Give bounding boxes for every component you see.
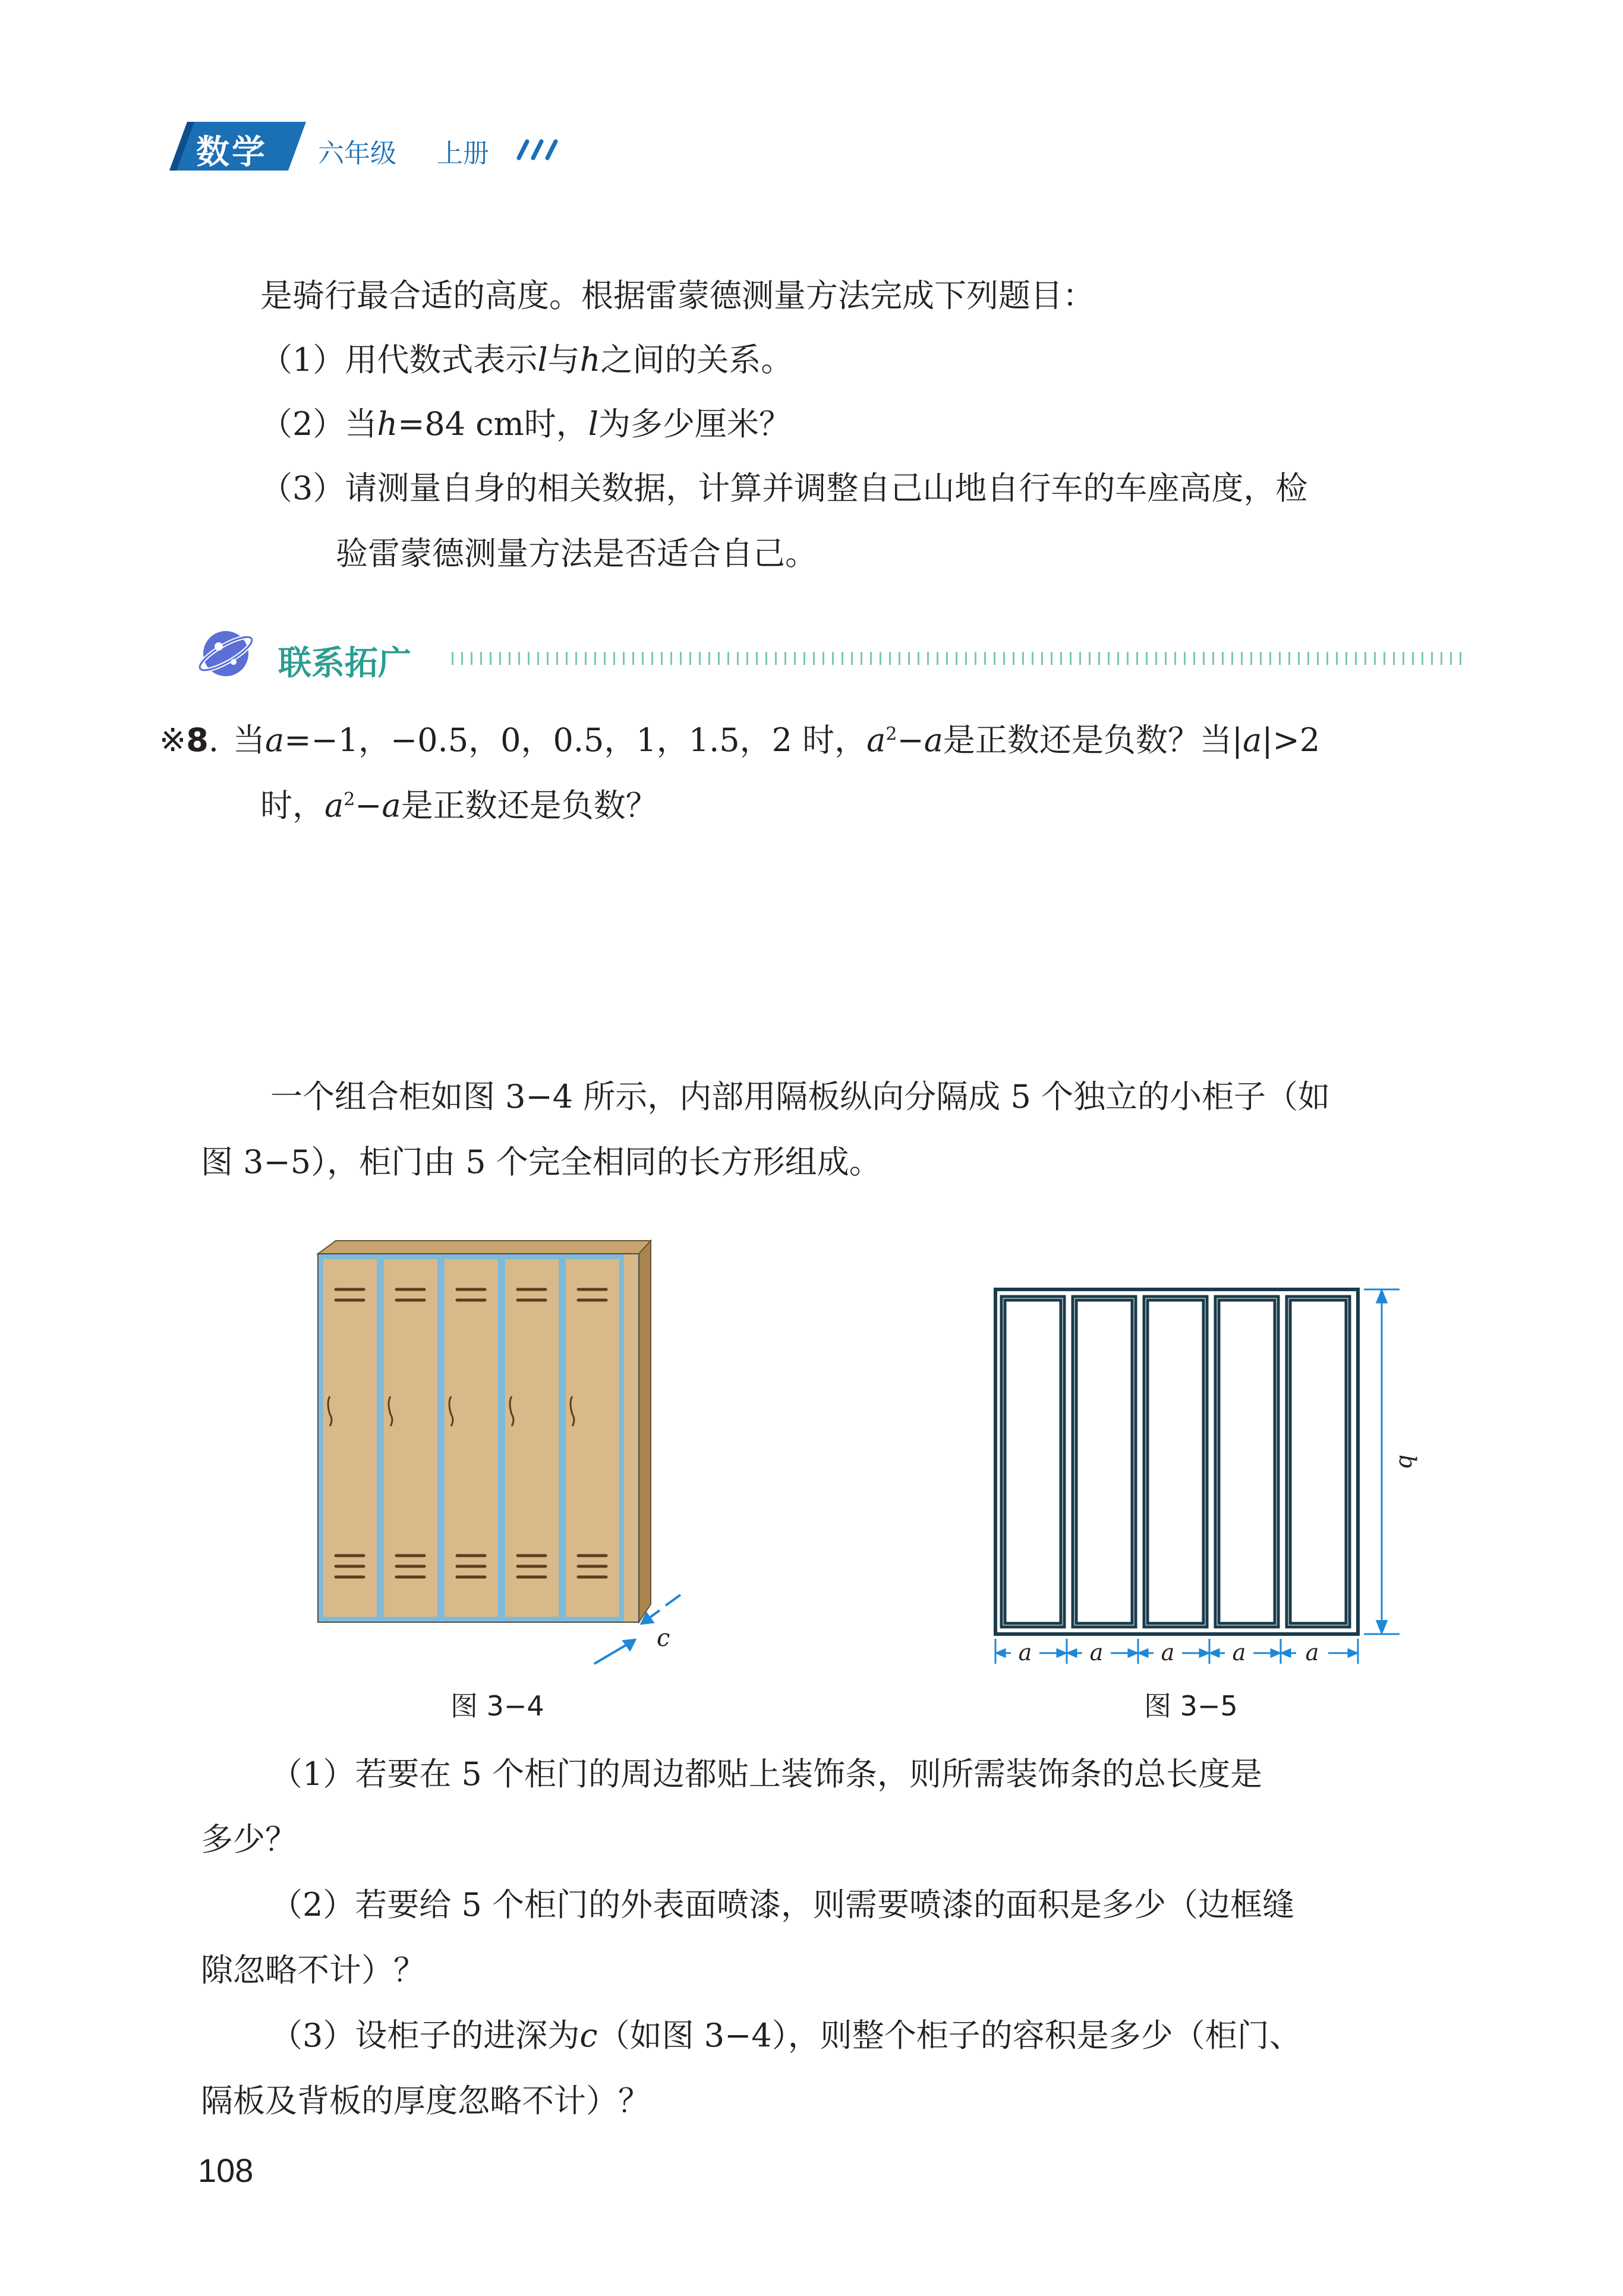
ex8-condition: |>2 [1262,721,1321,759]
q1-text-end: 之间的关系。 [600,341,793,379]
figure-3-5-caption: 图 3−5 [1144,1690,1238,1722]
exercise-number: 8 [186,721,209,759]
depth-label: c [657,1625,670,1652]
q2-text-mid: =84 cm时， [398,405,588,443]
sub-question-3-line-1 [270,2014,1301,2057]
ex8-question: 是正数还是负数？当| [943,721,1243,759]
q1-var-l: l [537,341,548,379]
ex8-l2-question: 是正数还是负数？ [401,787,658,824]
width-label-5: a [1305,1639,1319,1666]
q2-var-l: l [588,405,598,443]
exercise-8-line-2 [260,778,658,827]
continuation-line: 是骑行最合适的高度。根据雷蒙德测量方法完成下列题目： [260,277,1095,314]
ex8-expr-a: a [866,721,886,759]
ex8-exponent: 2 [885,724,897,745]
section-divider [452,646,1462,670]
problem-intro-line-2: 图 3−5），柜门由 5 个完全相同的长方形组成。 [201,1143,881,1181]
ex8-l2-var: a [324,787,344,824]
sub-question-2-line-2: 隙忽略不计）？ [201,1951,426,1989]
q2-var-h: h [377,405,398,443]
ex8-values: =−1，−0.5，0，0.5，1，1.5，2 时， [284,721,867,759]
width-label-2: a [1089,1639,1104,1666]
sub-question-1-line-2: 多少？ [201,1821,297,1858]
page-number: 108 [198,2152,254,2189]
locker-cabinet-illustration [309,1230,695,1682]
sub3-var-c: c [579,2017,598,2054]
width-label-3: a [1161,1639,1175,1666]
ex8-l2-exponent: 2 [343,789,355,810]
ex8-l2-var2: a [382,787,401,824]
height-label: b [1394,1454,1420,1469]
header-volume: 上册 [437,138,489,169]
section-title: 联系拓广 [278,644,411,683]
exercise-dot: . [208,721,219,759]
question-3-line-1: （3）请测量自身的相关数据，计算并调整自己山地自行车的车座高度，检 [260,469,1308,507]
question-1 [260,339,793,381]
ex8-minus: − [897,721,924,759]
ex8-text: 当 [233,721,265,759]
q1-var-h: h [579,341,601,379]
planet-icon [196,623,256,682]
ex8-abs-var: a [1243,721,1262,759]
header-grade: 六年级 [318,138,396,169]
ex8-expr-c: a [924,721,943,759]
q2-text-end: 为多少厘米？ [598,405,791,443]
question-3-line-2: 验雷蒙德测量方法是否适合自己。 [336,535,817,572]
q1-text: （1）用代数式表示 [260,341,538,379]
ex8-l2-minus: − [355,787,382,824]
sub3-text: （3）设柜子的进深为 [270,2017,580,2054]
sub-question-3-line-2: 隔板及背板的厚度忽略不计）？ [201,2082,650,2120]
header-slash-icon [508,138,562,162]
width-label-1: a [1018,1639,1032,1666]
cabinet-door-diagram [984,1272,1420,1676]
figure-3-4-caption: 图 3−4 [450,1690,544,1722]
sub-question-2-line-1: （2）若要给 5 个柜门的外表面喷漆，则需要喷漆的面积是多少（边框缝 [270,1886,1295,1923]
q1-text-mid: 与 [547,341,580,379]
optional-marker: ※ [159,721,187,759]
question-2 [260,403,791,446]
exercise-8-line-1 [159,713,1320,762]
problem-intro-line-1: 一个组合柜如图 3−4 所示，内部用隔板纵向分隔成 5 个独立的小柜子（如 [270,1078,1330,1115]
q2-text: （2）当 [260,405,377,443]
sub3-text-end: （如图 3−4），则整个柜子的容积是多少（柜门、 [597,2017,1301,2054]
ex8-var: a [265,721,285,759]
sub-question-1-line-1: （1）若要在 5 个柜门的周边都贴上装饰条，则所需装饰条的总长度是 [270,1755,1263,1793]
header-subject: 数学 [196,133,267,172]
width-label-4: a [1232,1639,1246,1666]
ex8-l2-text: 时， [260,787,324,824]
